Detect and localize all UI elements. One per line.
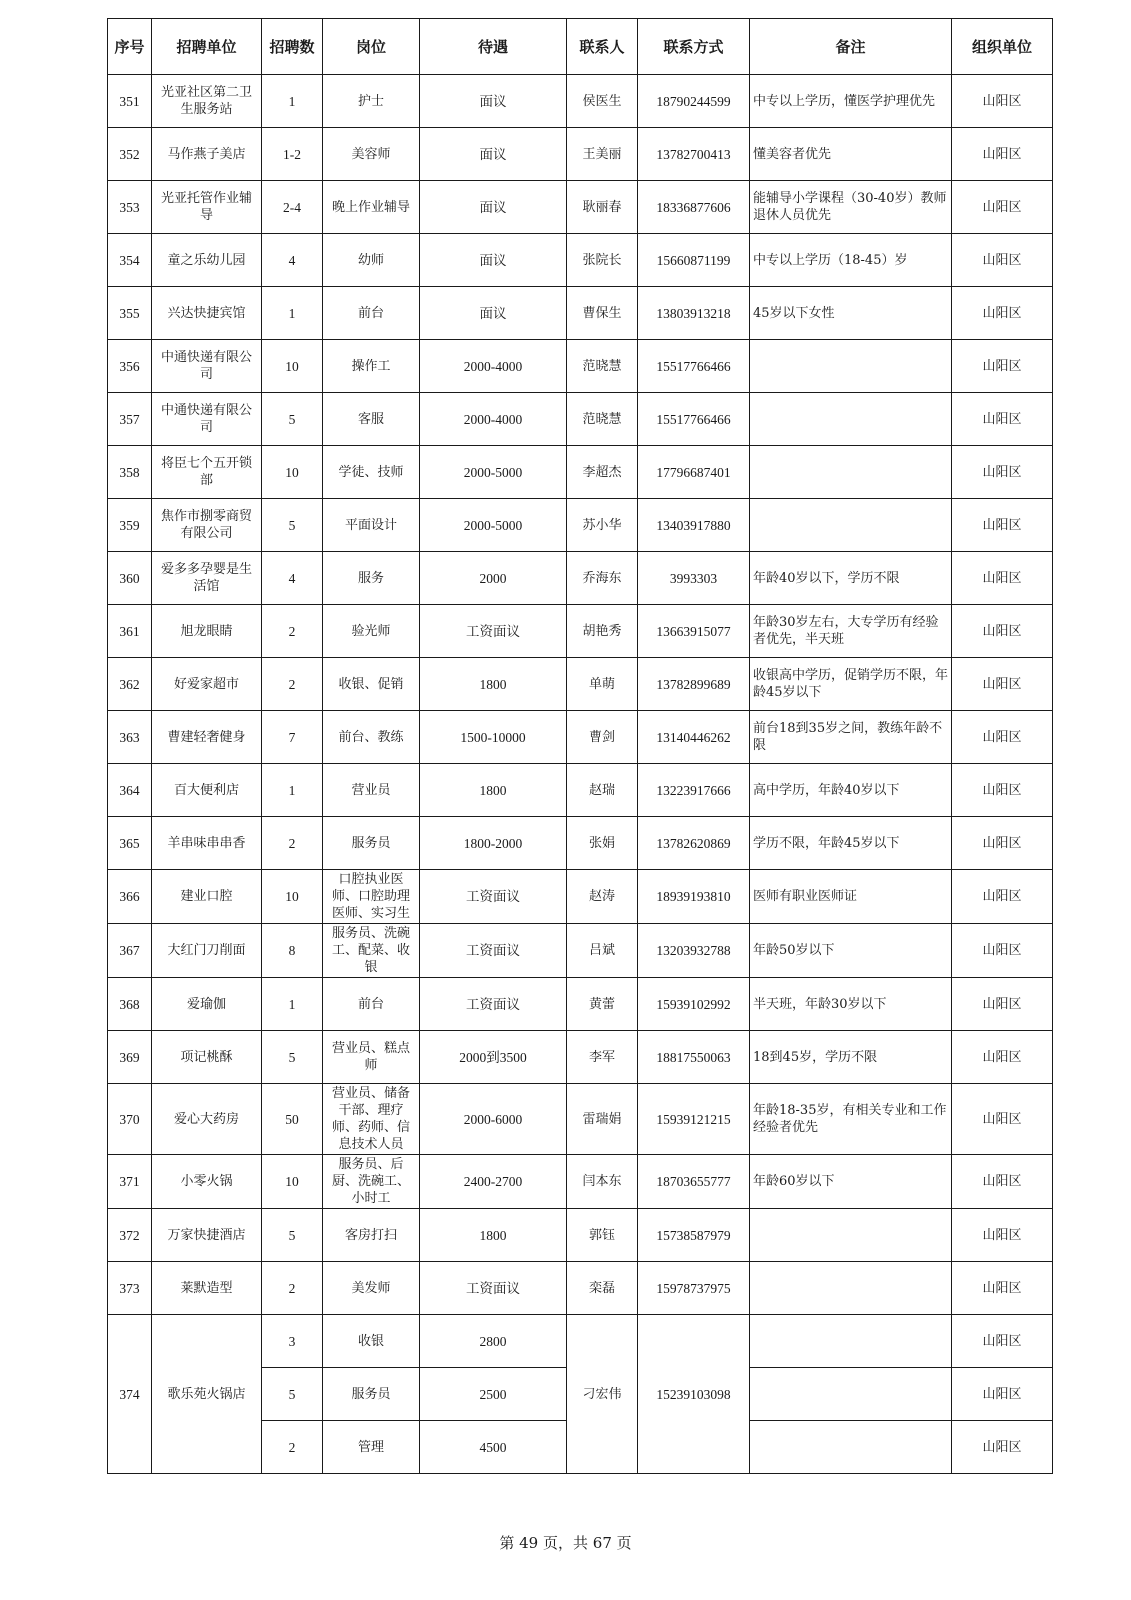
cell-phone: 15239103098	[638, 1315, 750, 1474]
cell-count: 10	[262, 340, 323, 393]
cell-org: 山阳区	[952, 287, 1053, 340]
cell-org: 山阳区	[952, 446, 1053, 499]
cell-seq: 359	[108, 499, 152, 552]
cell-org: 山阳区	[952, 1031, 1053, 1084]
cell-org: 山阳区	[952, 1262, 1053, 1315]
header-pay: 待遇	[420, 19, 567, 75]
cell-phone: 13782620869	[638, 817, 750, 870]
cell-contact: 苏小华	[567, 499, 638, 552]
cell-count: 1-2	[262, 128, 323, 181]
cell-phone: 18790244599	[638, 75, 750, 128]
cell-unit: 童之乐幼儿园	[152, 234, 262, 287]
cell-post: 客房打扫	[323, 1209, 420, 1262]
cell-post: 护士	[323, 75, 420, 128]
cell-contact: 黄蕾	[567, 978, 638, 1031]
cell-count: 1	[262, 287, 323, 340]
cell-contact: 吕斌	[567, 924, 638, 978]
cell-org: 山阳区	[952, 1315, 1053, 1368]
cell-seq: 369	[108, 1031, 152, 1084]
table-row	[108, 817, 1053, 870]
cell-note: 年龄18-35岁，有相关专业和工作经验者优先	[750, 1084, 952, 1155]
cell-pay: 1800	[420, 658, 567, 711]
cell-pay: 2000-5000	[420, 446, 567, 499]
cell-seq: 357	[108, 393, 152, 446]
cell-pay: 1800	[420, 1209, 567, 1262]
cell-contact: 侯医生	[567, 75, 638, 128]
cell-post: 幼师	[323, 234, 420, 287]
cell-contact: 张娟	[567, 817, 638, 870]
cell-unit: 爱瑜伽	[152, 978, 262, 1031]
cell-contact: 曹保生	[567, 287, 638, 340]
cell-org: 山阳区	[952, 870, 1053, 924]
cell-org: 山阳区	[952, 817, 1053, 870]
cell-org: 山阳区	[952, 1421, 1053, 1474]
cell-note: 收银高中学历，促销学历不限，年龄45岁以下	[750, 658, 952, 711]
cell-pay: 2500	[420, 1368, 567, 1421]
cell-pay: 2000到3500	[420, 1031, 567, 1084]
cell-phone: 13803913218	[638, 287, 750, 340]
cell-seq: 367	[108, 924, 152, 978]
table-row	[108, 1031, 1053, 1084]
cell-pay: 面议	[420, 181, 567, 234]
cell-org: 山阳区	[952, 552, 1053, 605]
cell-pay: 2000-5000	[420, 499, 567, 552]
cell-pay: 工资面议	[420, 605, 567, 658]
cell-post: 晚上作业辅导	[323, 181, 420, 234]
cell-contact: 李军	[567, 1031, 638, 1084]
cell-unit: 百大便利店	[152, 764, 262, 817]
cell-note: 中专以上学历（18-45）岁	[750, 234, 952, 287]
table-row	[108, 287, 1053, 340]
cell-seq: 353	[108, 181, 152, 234]
header-phone: 联系方式	[638, 19, 750, 75]
cell-note: 懂美容者优先	[750, 128, 952, 181]
cell-phone: 18817550063	[638, 1031, 750, 1084]
cell-post: 前台、教练	[323, 711, 420, 764]
cell-count: 4	[262, 552, 323, 605]
cell-phone: 15939121215	[638, 1084, 750, 1155]
cell-seq: 364	[108, 764, 152, 817]
cell-post: 美容师	[323, 128, 420, 181]
cell-post: 营业员	[323, 764, 420, 817]
cell-count: 4	[262, 234, 323, 287]
cell-post: 管理	[323, 1421, 420, 1474]
cell-contact: 范晓慧	[567, 393, 638, 446]
footer-total-pages: 67	[592, 1534, 612, 1552]
cell-note: 能辅导小学课程（30-40岁）教师退休人员优先	[750, 181, 952, 234]
cell-unit: 光亚社区第二卫生服务站	[152, 75, 262, 128]
cell-unit: 中通快递有限公司	[152, 340, 262, 393]
cell-post: 验光师	[323, 605, 420, 658]
cell-seq: 360	[108, 552, 152, 605]
cell-phone: 13140446262	[638, 711, 750, 764]
header-unit: 招聘单位	[152, 19, 262, 75]
cell-org: 山阳区	[952, 658, 1053, 711]
table-row	[108, 181, 1053, 234]
cell-phone: 13782899689	[638, 658, 750, 711]
cell-pay: 工资面议	[420, 870, 567, 924]
cell-note	[750, 393, 952, 446]
cell-unit: 旭龙眼睛	[152, 605, 262, 658]
cell-count: 5	[262, 499, 323, 552]
cell-seq: 354	[108, 234, 152, 287]
cell-count: 2	[262, 1421, 323, 1474]
cell-contact: 李超杰	[567, 446, 638, 499]
cell-note: 医师有职业医师证	[750, 870, 952, 924]
cell-unit: 将臣七个五开锁部	[152, 446, 262, 499]
header-org: 组织单位	[952, 19, 1053, 75]
cell-contact: 栾磊	[567, 1262, 638, 1315]
header-note: 备注	[750, 19, 952, 75]
table-row	[108, 552, 1053, 605]
cell-unit: 焦作市捌零商贸有限公司	[152, 499, 262, 552]
cell-unit: 小零火锅	[152, 1155, 262, 1209]
cell-phone: 3993303	[638, 552, 750, 605]
cell-post: 平面设计	[323, 499, 420, 552]
cell-org: 山阳区	[952, 181, 1053, 234]
cell-seq: 373	[108, 1262, 152, 1315]
header-seq: 序号	[108, 19, 152, 75]
recruitment-table	[107, 18, 1053, 1474]
table-body	[108, 75, 1053, 1474]
cell-pay: 工资面议	[420, 924, 567, 978]
cell-pay: 2000-6000	[420, 1084, 567, 1155]
table-row	[108, 924, 1053, 978]
cell-seq: 365	[108, 817, 152, 870]
table-row	[108, 499, 1053, 552]
table-row	[108, 340, 1053, 393]
cell-note: 前台18到35岁之间，教练年龄不限	[750, 711, 952, 764]
table-row	[108, 1084, 1053, 1155]
cell-note	[750, 1262, 952, 1315]
cell-contact: 范晓慧	[567, 340, 638, 393]
footer-middle: 页，共	[542, 1534, 588, 1552]
cell-contact: 张院长	[567, 234, 638, 287]
cell-note: 年龄40岁以下，学历不限	[750, 552, 952, 605]
cell-note: 年龄50岁以下	[750, 924, 952, 978]
cell-note: 学历不限，年龄45岁以下	[750, 817, 952, 870]
cell-post: 学徒、技师	[323, 446, 420, 499]
cell-count: 5	[262, 393, 323, 446]
cell-seq: 366	[108, 870, 152, 924]
cell-contact: 耿丽春	[567, 181, 638, 234]
cell-phone: 15517766466	[638, 393, 750, 446]
cell-post: 服务	[323, 552, 420, 605]
cell-phone: 18336877606	[638, 181, 750, 234]
cell-seq: 374	[108, 1315, 152, 1474]
cell-note	[750, 340, 952, 393]
cell-seq: 363	[108, 711, 152, 764]
footer-prefix: 第	[499, 1534, 515, 1552]
cell-contact: 赵涛	[567, 870, 638, 924]
cell-pay: 2000-4000	[420, 393, 567, 446]
cell-phone: 13403917880	[638, 499, 750, 552]
cell-pay: 面议	[420, 75, 567, 128]
cell-phone: 15660871199	[638, 234, 750, 287]
cell-note	[750, 499, 952, 552]
cell-org: 山阳区	[952, 711, 1053, 764]
cell-org: 山阳区	[952, 75, 1053, 128]
cell-pay: 1800	[420, 764, 567, 817]
cell-seq: 355	[108, 287, 152, 340]
cell-pay: 2800	[420, 1315, 567, 1368]
cell-contact: 胡艳秀	[567, 605, 638, 658]
cell-org: 山阳区	[952, 605, 1053, 658]
cell-phone: 17796687401	[638, 446, 750, 499]
cell-unit: 歌乐苑火锅店	[152, 1315, 262, 1474]
table-row	[108, 1209, 1053, 1262]
table-row	[108, 1262, 1053, 1315]
cell-note	[750, 1209, 952, 1262]
cell-seq: 352	[108, 128, 152, 181]
table-row	[108, 711, 1053, 764]
cell-post: 营业员、储备干部、理疗师、药师、信息技术人员	[323, 1084, 420, 1155]
cell-pay: 2000-4000	[420, 340, 567, 393]
cell-unit: 兴达快捷宾馆	[152, 287, 262, 340]
cell-count: 3	[262, 1315, 323, 1368]
cell-note: 18到45岁，学历不限	[750, 1031, 952, 1084]
table-row	[108, 605, 1053, 658]
cell-post: 操作工	[323, 340, 420, 393]
cell-note: 年龄60岁以下	[750, 1155, 952, 1209]
cell-count: 2	[262, 1262, 323, 1315]
cell-count: 2	[262, 658, 323, 711]
cell-count: 5	[262, 1368, 323, 1421]
cell-org: 山阳区	[952, 924, 1053, 978]
cell-contact: 王美丽	[567, 128, 638, 181]
cell-count: 2-4	[262, 181, 323, 234]
cell-count: 10	[262, 870, 323, 924]
table-row	[108, 978, 1053, 1031]
cell-note: 高中学历，年龄40岁以下	[750, 764, 952, 817]
cell-note	[750, 1421, 952, 1474]
cell-phone: 13663915077	[638, 605, 750, 658]
cell-pay: 1800-2000	[420, 817, 567, 870]
cell-contact: 单萌	[567, 658, 638, 711]
cell-seq: 356	[108, 340, 152, 393]
cell-count: 1	[262, 978, 323, 1031]
cell-org: 山阳区	[952, 393, 1053, 446]
cell-org: 山阳区	[952, 764, 1053, 817]
group-row	[108, 1315, 1053, 1368]
cell-count: 2	[262, 605, 323, 658]
cell-org: 山阳区	[952, 234, 1053, 287]
cell-count: 50	[262, 1084, 323, 1155]
cell-pay: 面议	[420, 234, 567, 287]
cell-post: 服务员、后厨、洗碗工、小时工	[323, 1155, 420, 1209]
cell-note: 半天班，年龄30岁以下	[750, 978, 952, 1031]
cell-post: 收银	[323, 1315, 420, 1368]
cell-unit: 羊串味串串香	[152, 817, 262, 870]
cell-unit: 项记桃酥	[152, 1031, 262, 1084]
cell-count: 5	[262, 1031, 323, 1084]
cell-pay: 面议	[420, 128, 567, 181]
cell-phone: 18939193810	[638, 870, 750, 924]
cell-seq: 370	[108, 1084, 152, 1155]
cell-count: 10	[262, 446, 323, 499]
cell-unit: 爱多多孕婴是生活馆	[152, 552, 262, 605]
cell-count: 5	[262, 1209, 323, 1262]
cell-org: 山阳区	[952, 340, 1053, 393]
cell-seq: 351	[108, 75, 152, 128]
table-row	[108, 234, 1053, 287]
footer-suffix: 页	[616, 1534, 632, 1552]
cell-org: 山阳区	[952, 499, 1053, 552]
cell-phone: 15738587979	[638, 1209, 750, 1262]
cell-unit: 中通快递有限公司	[152, 393, 262, 446]
table-row	[108, 870, 1053, 924]
table-row	[108, 75, 1053, 128]
cell-contact: 刁宏伟	[567, 1315, 638, 1474]
cell-note	[750, 1368, 952, 1421]
cell-seq: 371	[108, 1155, 152, 1209]
cell-unit: 爱心大药房	[152, 1084, 262, 1155]
cell-seq: 362	[108, 658, 152, 711]
cell-count: 2	[262, 817, 323, 870]
cell-org: 山阳区	[952, 128, 1053, 181]
cell-count: 1	[262, 764, 323, 817]
cell-count: 8	[262, 924, 323, 978]
header-count: 招聘数	[262, 19, 323, 75]
cell-unit: 大红门刀削面	[152, 924, 262, 978]
cell-org: 山阳区	[952, 1084, 1053, 1155]
cell-count: 7	[262, 711, 323, 764]
cell-phone: 13203932788	[638, 924, 750, 978]
cell-pay: 工资面议	[420, 978, 567, 1031]
cell-org: 山阳区	[952, 1155, 1053, 1209]
cell-contact: 闫本东	[567, 1155, 638, 1209]
cell-unit: 光亚托管作业辅导	[152, 181, 262, 234]
cell-pay: 面议	[420, 287, 567, 340]
cell-post: 口腔执业医师、口腔助理医师、实习生	[323, 870, 420, 924]
cell-post: 美发师	[323, 1262, 420, 1315]
cell-phone: 15939102992	[638, 978, 750, 1031]
cell-post: 前台	[323, 978, 420, 1031]
cell-contact: 曹剑	[567, 711, 638, 764]
cell-contact: 赵瑞	[567, 764, 638, 817]
cell-pay: 工资面议	[420, 1262, 567, 1315]
cell-contact: 郭钰	[567, 1209, 638, 1262]
cell-unit: 马作燕子美店	[152, 128, 262, 181]
cell-note: 中专以上学历，懂医学护理优先	[750, 75, 952, 128]
cell-unit: 莱默造型	[152, 1262, 262, 1315]
cell-seq: 368	[108, 978, 152, 1031]
cell-post: 服务员	[323, 817, 420, 870]
cell-note	[750, 446, 952, 499]
header-contact: 联系人	[567, 19, 638, 75]
cell-unit: 建业口腔	[152, 870, 262, 924]
header-row	[108, 19, 1053, 75]
cell-seq: 361	[108, 605, 152, 658]
cell-post: 客服	[323, 393, 420, 446]
table-row	[108, 764, 1053, 817]
table-row	[108, 658, 1053, 711]
cell-seq: 358	[108, 446, 152, 499]
cell-org: 山阳区	[952, 978, 1053, 1031]
cell-post: 服务员	[323, 1368, 420, 1421]
cell-count: 1	[262, 75, 323, 128]
cell-contact: 雷瑞娟	[567, 1084, 638, 1155]
cell-count: 10	[262, 1155, 323, 1209]
cell-pay: 2400-2700	[420, 1155, 567, 1209]
table-row	[108, 446, 1053, 499]
cell-phone: 13223917666	[638, 764, 750, 817]
table-row	[108, 128, 1053, 181]
cell-post: 营业员、糕点师	[323, 1031, 420, 1084]
cell-post: 前台	[323, 287, 420, 340]
cell-unit: 万家快捷酒店	[152, 1209, 262, 1262]
cell-post: 收银、促销	[323, 658, 420, 711]
cell-pay: 2000	[420, 552, 567, 605]
cell-pay: 4500	[420, 1421, 567, 1474]
cell-phone: 13782700413	[638, 128, 750, 181]
table-row	[108, 393, 1053, 446]
cell-phone: 18703655777	[638, 1155, 750, 1209]
cell-post: 服务员、洗碗工、配菜、收银	[323, 924, 420, 978]
cell-org: 山阳区	[952, 1209, 1053, 1262]
cell-phone: 15517766466	[638, 340, 750, 393]
cell-note: 45岁以下女性	[750, 287, 952, 340]
cell-note: 年龄30岁左右，大专学历有经验者优先，半天班	[750, 605, 952, 658]
cell-contact: 乔海东	[567, 552, 638, 605]
cell-org: 山阳区	[952, 1368, 1053, 1421]
footer-page-number: 49	[519, 1534, 539, 1552]
cell-pay: 1500-10000	[420, 711, 567, 764]
page-footer	[0, 1532, 1131, 1553]
cell-note	[750, 1315, 952, 1368]
cell-phone: 15978737975	[638, 1262, 750, 1315]
table-row	[108, 1155, 1053, 1209]
cell-unit: 曹建轻奢健身	[152, 711, 262, 764]
cell-unit: 好爱家超市	[152, 658, 262, 711]
header-post: 岗位	[323, 19, 420, 75]
cell-seq: 372	[108, 1209, 152, 1262]
